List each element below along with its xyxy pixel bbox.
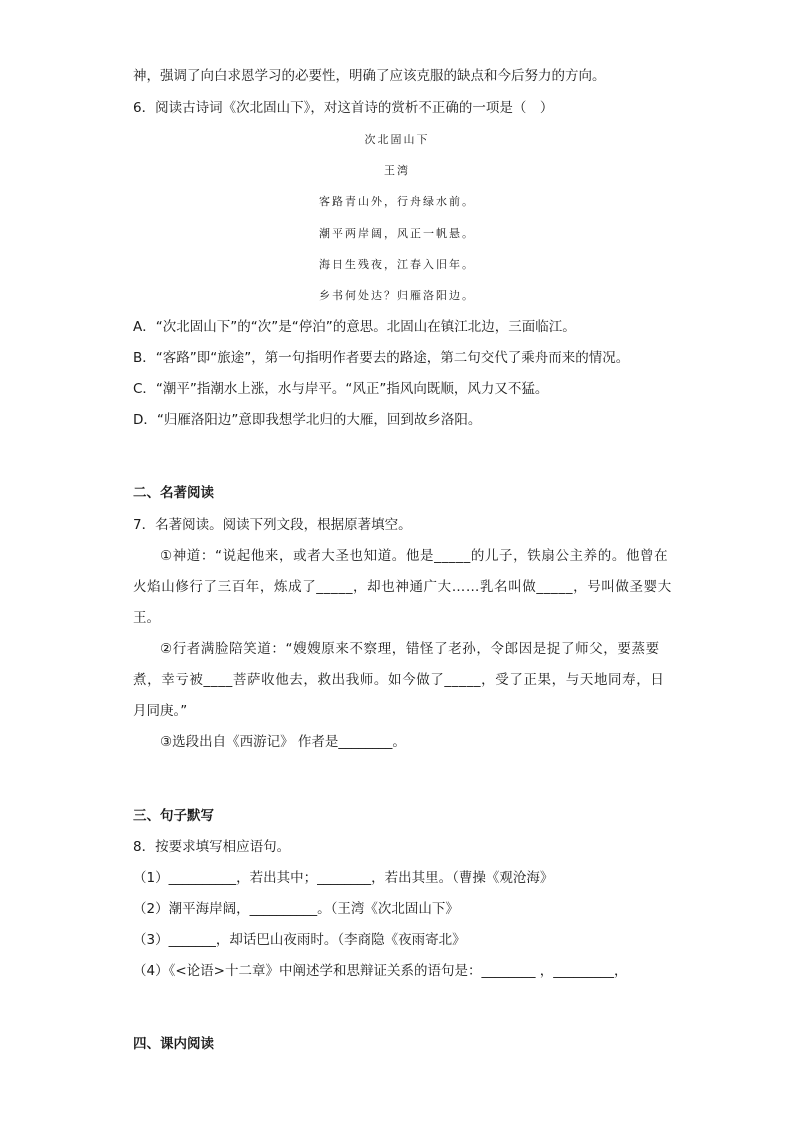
option-a: A．“次北固山下”的“次”是“停泊”的意思。北固山在镇江北边，三面临江。 [133,319,576,335]
passage-3: ③选段出自《西游记》 作者是________。 [160,734,406,750]
question-7-stem: 7．名著阅读。阅读下列文段，根据原著填空。 [133,517,412,533]
passage-2-line-3: 月同庚。” [133,703,188,719]
section-3-heading: 三、句子默写 [133,808,214,824]
passage-1-line-2: 火焰山修行了三百年，炼成了_____，却也神通广大……乳名叫做_____，号叫做圣婴大 [133,579,672,595]
fill-item-1: （1）__________，若出其中；________，若出其里。（曹操《观沧海》 [133,870,554,886]
section-4-heading: 四、课内阅读 [133,1036,214,1052]
passage-1-line-1: ①神道：“说起他来，或者大圣也知道。他是_____的儿子，铁扇公主养的。他曾在 [160,548,669,564]
question-6-stem: 6．阅读古诗词《次北固山下》，对这首诗的赏析不正确的一项是（ ） [133,100,554,116]
poem-title: 次北固山下 [364,133,430,146]
option-b: B．“客路”即“旅途”，第一句指明作者要去的路途，第二句交代了乘舟而来的情况。 [133,350,630,366]
option-c: C．“潮平”指潮水上涨，水与岸平。“风正”指风向既顺，风力又不猛。 [133,381,549,397]
question-8-stem: 8．按要求填写相应语句。 [133,839,291,855]
fill-item-3: （3）_______，却话巴山夜雨时。（李商隐《夜雨寄北》 [133,932,466,948]
poem-line-2: 潮平两岸阔，风正一帆悬。 [319,227,475,240]
passage-1-line-3: 王。 [133,610,160,626]
passage-2-line-2: 煮，幸亏被____菩萨收他去，救出我师。如今做了_____，受了正果，与天地同寿，日 [133,672,665,688]
question-5-tail: 神，强调了向白求恩学习的必要性，明确了应该克服的缺点和今后努力的方向。 [133,68,606,84]
fill-item-2: （2）潮平海岸阔，__________。（王湾《次北固山下》 [133,901,459,917]
poem-line-4: 乡书何处达？归雁洛阳边。 [319,289,475,302]
passage-2-line-1: ②行者满脸陪笑道：“嫂嫂原来不察理，错怪了老孙，令郎因是捉了师父，要蒸要 [160,641,660,657]
fill-item-4: （4）《<论语>十二章》中阐述学和思辩证关系的语句是：________ ，_________， [133,963,628,979]
poem-author: 王湾 [384,164,410,177]
poem-line-3: 海日生残夜，江春入旧年。 [319,258,475,271]
poem-line-1: 客路青山外，行舟绿水前。 [319,195,475,208]
section-2-heading: 二、名著阅读 [133,485,214,501]
option-d: D．“归雁洛阳边”意即我想学北归的大雁，回到故乡洛阳。 [133,412,482,428]
